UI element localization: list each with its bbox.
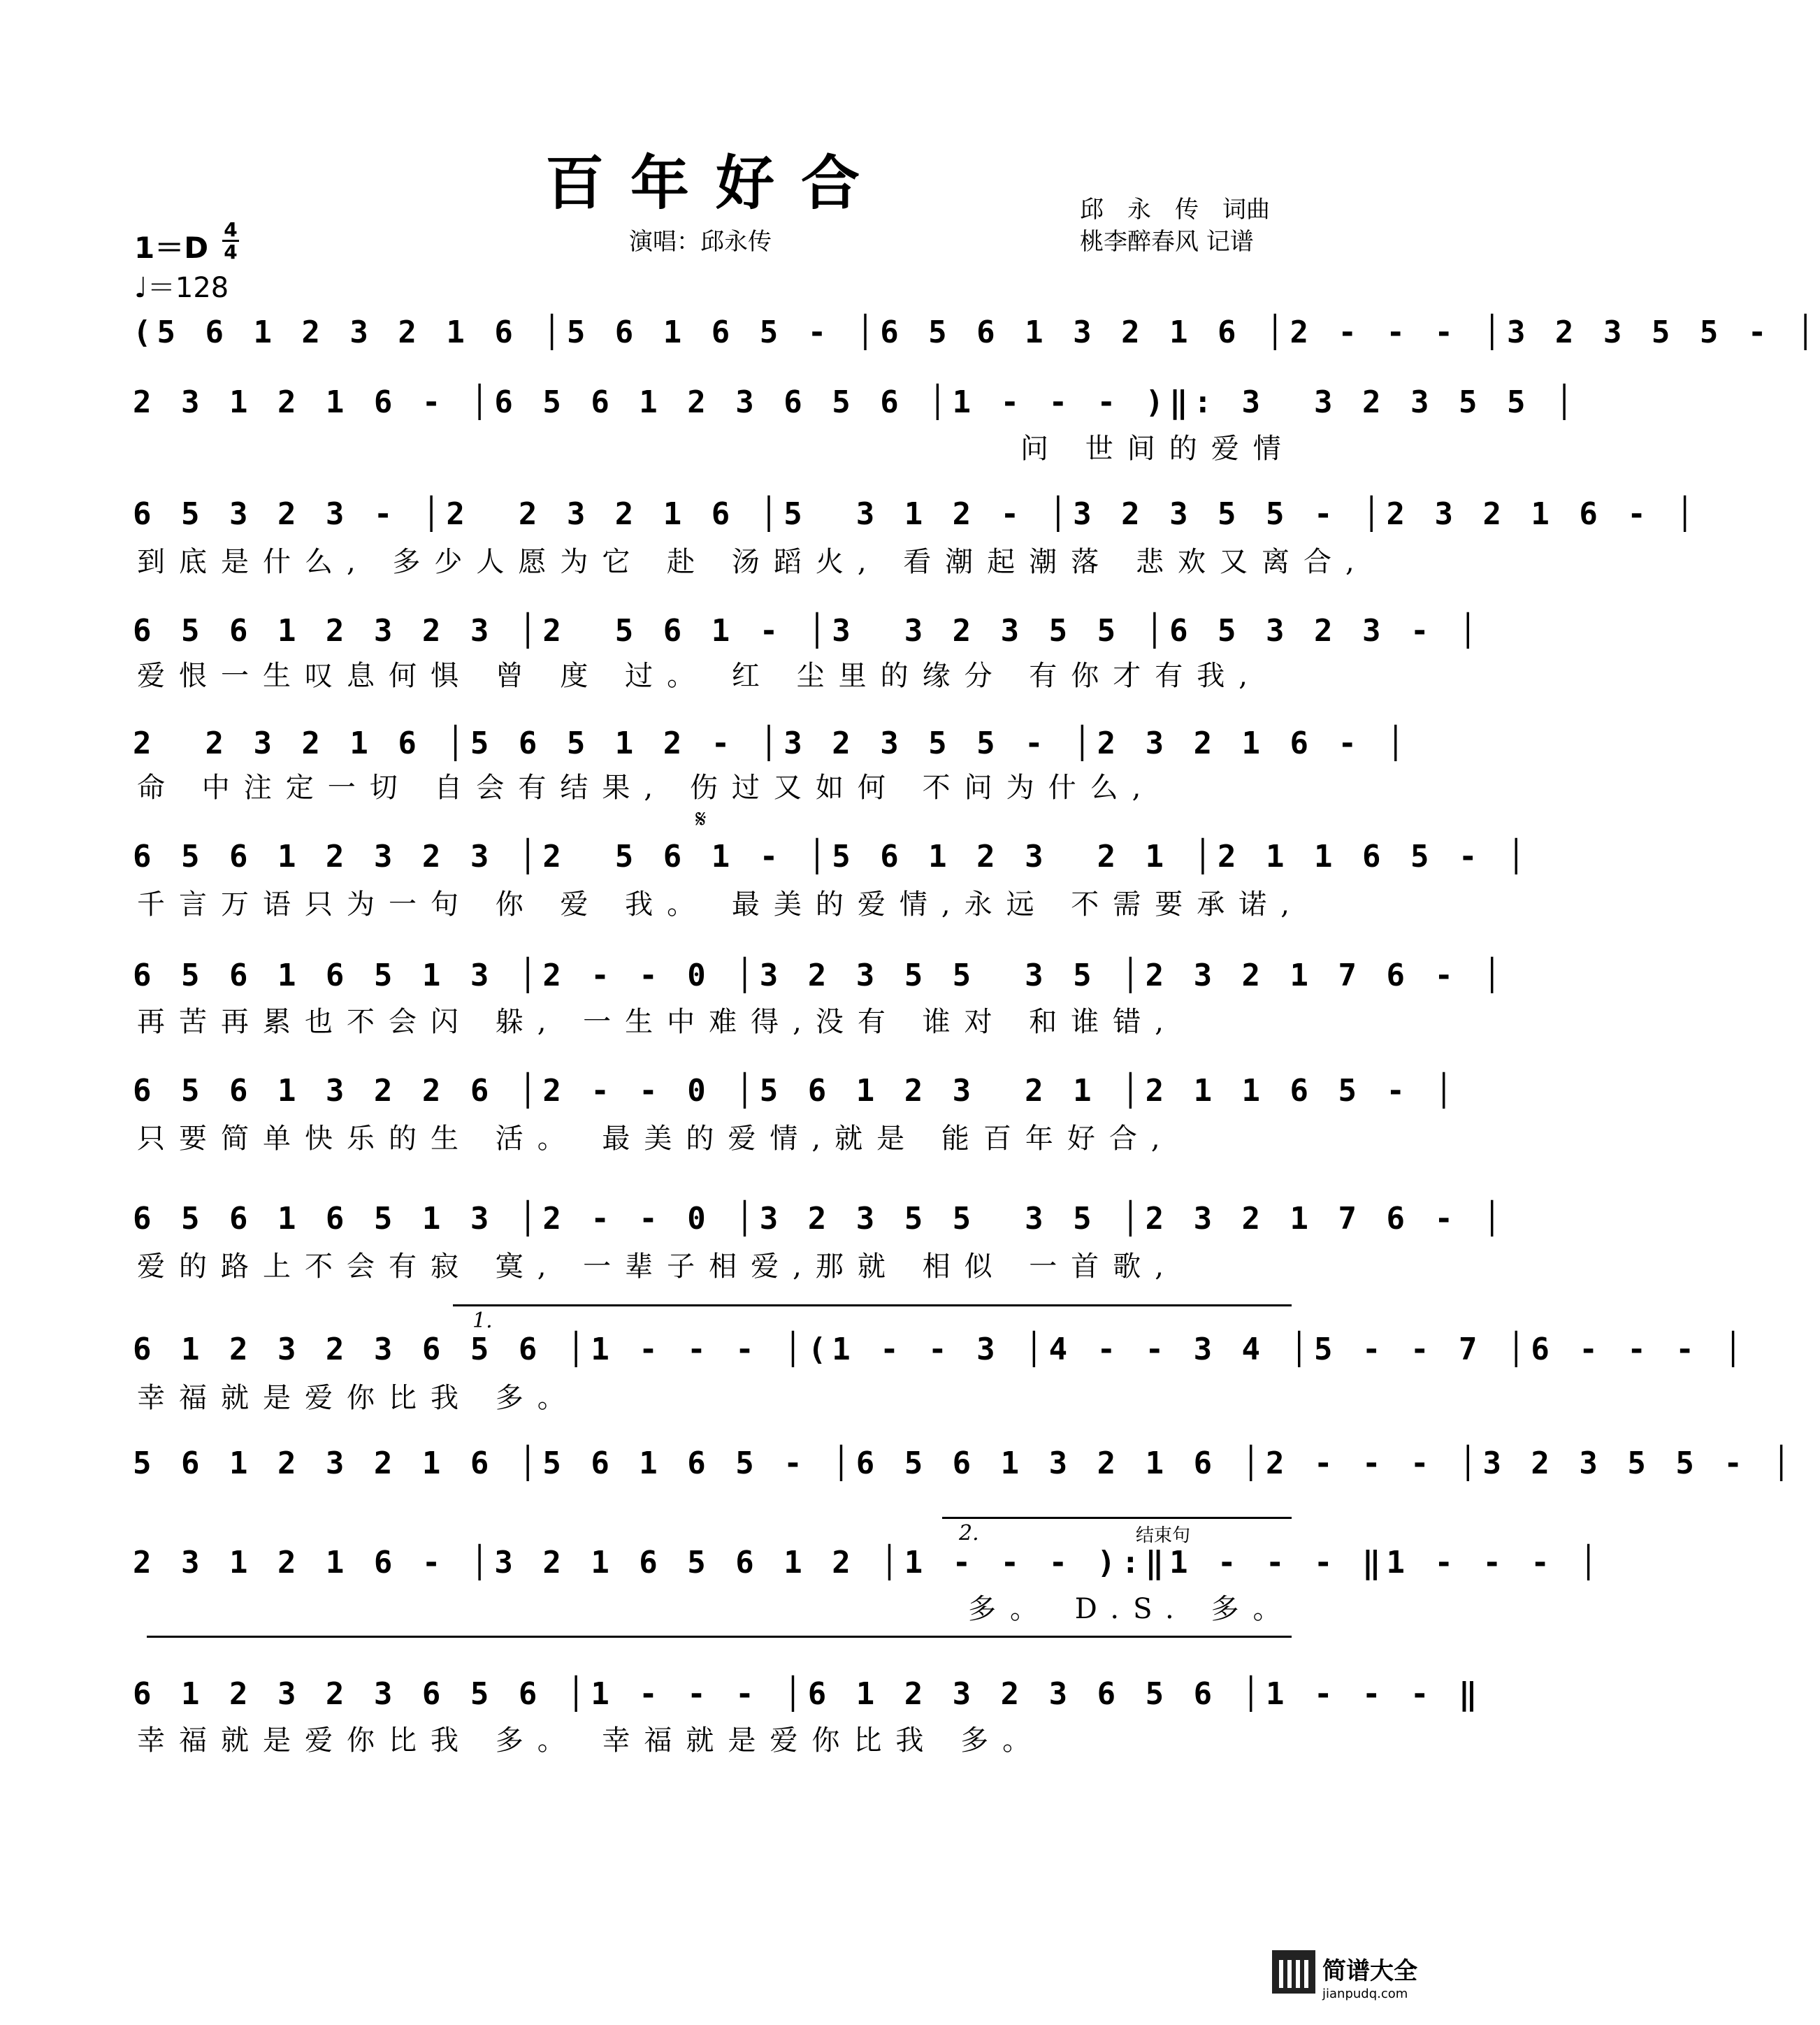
volta-1-bracket — [453, 1304, 1292, 1306]
tempo-marking: ♩＝128 — [134, 272, 229, 304]
page-title: 百年好合 — [544, 148, 886, 217]
volta-2-bracket — [942, 1517, 1292, 1519]
coda-bracket — [147, 1636, 1292, 1638]
time-signature-bottom: 4 — [224, 240, 238, 264]
logo-url: jianpudq.com — [1322, 1987, 1408, 2001]
score-line-4: 6 5 6 1 2 3 2 3 │2 5 6 1 - │3 3 2 3 5 5 │6 5 3 2 3 - │ — [133, 613, 1483, 649]
score-line-8: 6 5 6 1 3 2 2 6 │2 - - 0 │5 6 1 2 3 2 1 │2 1 1 6 5 - │ — [133, 1073, 1459, 1109]
lyric-line-3: 到底是什么, 多少人愿为它 赴 汤蹈火, 看潮起潮落 悲欢又离合, — [137, 546, 1368, 578]
score-line-1: (5 6 1 2 3 2 1 6 │5 6 1 6 5 - │6 5 6 1 3 2 1 6 │2 - - - │3 2 3 5 5 - │ — [133, 315, 1820, 350]
key-signature: 1＝D — [134, 231, 209, 265]
segno-sign: 𝄋 — [695, 805, 707, 834]
score-line-13: 6 1 2 3 2 3 6 5 6 │1 - - - │6 1 2 3 2 3 6 5 6 │1 - - - ‖ — [133, 1676, 1483, 1712]
lyric-line-6: 千言万语只为一句 你 爱 我。 最美的爱情,永远 不需要承诺, — [137, 888, 1304, 921]
volta-1-label: 1. — [472, 1309, 493, 1333]
lyric-line-9: 爱的路上不会有寂 寞, 一辈子相爱,那就 相似 一首歌, — [137, 1251, 1178, 1283]
piano-keys-icon — [1272, 1950, 1315, 1994]
singer-credit: 演唱：邱永传 — [629, 228, 772, 256]
score-line-12: 2 3 1 2 1 6 - │3 2 1 6 5 6 1 2 │1 - - - ):‖1 - - - ‖1 - - - │ — [133, 1545, 1603, 1580]
score-line-2: 2 3 1 2 1 6 - │6 5 6 1 2 3 6 5 6 │1 - - - )‖: 3 3 2 3 5 5 │ — [133, 384, 1580, 420]
lyric-line-2: 问 世间的爱情 — [1020, 433, 1295, 465]
lyric-line-4: 爱恨一生叹息何惧 曾 度 过。 红 尘里的缘分 有你才有我, — [137, 660, 1262, 692]
score-line-10: 6 1 2 3 2 3 6 5 6 │1 - - - │(1 - - 3 │4 - - 3 4 │5 - - 7 │6 - - - │ — [133, 1332, 1748, 1367]
score-line-3: 6 5 3 2 3 - │2 2 3 2 1 6 │5 3 1 2 - │3 2 3 5 5 - │2 3 2 1 6 - │ — [133, 496, 1700, 532]
volta-2-label: 2. — [959, 1521, 979, 1545]
lyric-line-8: 只要简单快乐的生 活。 最美的爱情,就是 能百年好合, — [137, 1123, 1174, 1155]
lyric-line-12: 多。 D.S. 多。 — [968, 1593, 1295, 1625]
logo-text: 简谱大全 — [1322, 1957, 1417, 1985]
score-line-9: 6 5 6 1 6 5 1 3 │2 - - 0 │3 2 3 5 5 3 5 │2 3 2 1 7 6 - │ — [133, 1201, 1507, 1237]
lyric-line-7: 再苦再累也不会闪 躲, 一生中难得,没有 谁对 和谁错, — [137, 1006, 1178, 1038]
score-line-11: 5 6 1 2 3 2 1 6 │5 6 1 6 5 - │6 5 6 1 3 2 1 6 │2 - - - │3 2 3 5 5 - │ — [133, 1446, 1796, 1481]
composer-credit: 邱 永 传 词曲 — [1080, 196, 1270, 224]
lyric-line-5: 命 中注定一切 自会有结果, 伤过又如何 不问为什么, — [137, 772, 1155, 804]
lyric-line-10: 幸福就是爱你比我 多。 — [137, 1382, 579, 1414]
time-signature — [222, 219, 239, 262]
site-logo — [1272, 1950, 1419, 2013]
score-line-5: 2 2 3 2 1 6 │5 6 5 1 2 - │3 2 3 5 5 - │2 3 2 1 6 - │ — [133, 726, 1410, 761]
ending-label: 结束句 — [1136, 1525, 1191, 1546]
score-line-7: 6 5 6 1 6 5 1 3 │2 - - 0 │3 2 3 5 5 3 5 │2 3 2 1 7 6 - │ — [133, 958, 1507, 993]
transcriber-credit: 桃李醉春风 记谱 — [1080, 228, 1254, 256]
lyric-line-13: 幸福就是爱你比我 多。 幸福就是爱你比我 多。 — [137, 1724, 1045, 1757]
score-line-6: 6 5 6 1 2 3 2 3 │2 5 6 1 - │5 6 1 2 3 2 1 │2 1 1 6 5 - │ — [133, 839, 1531, 874]
time-signature-top: 4 — [224, 218, 238, 241]
